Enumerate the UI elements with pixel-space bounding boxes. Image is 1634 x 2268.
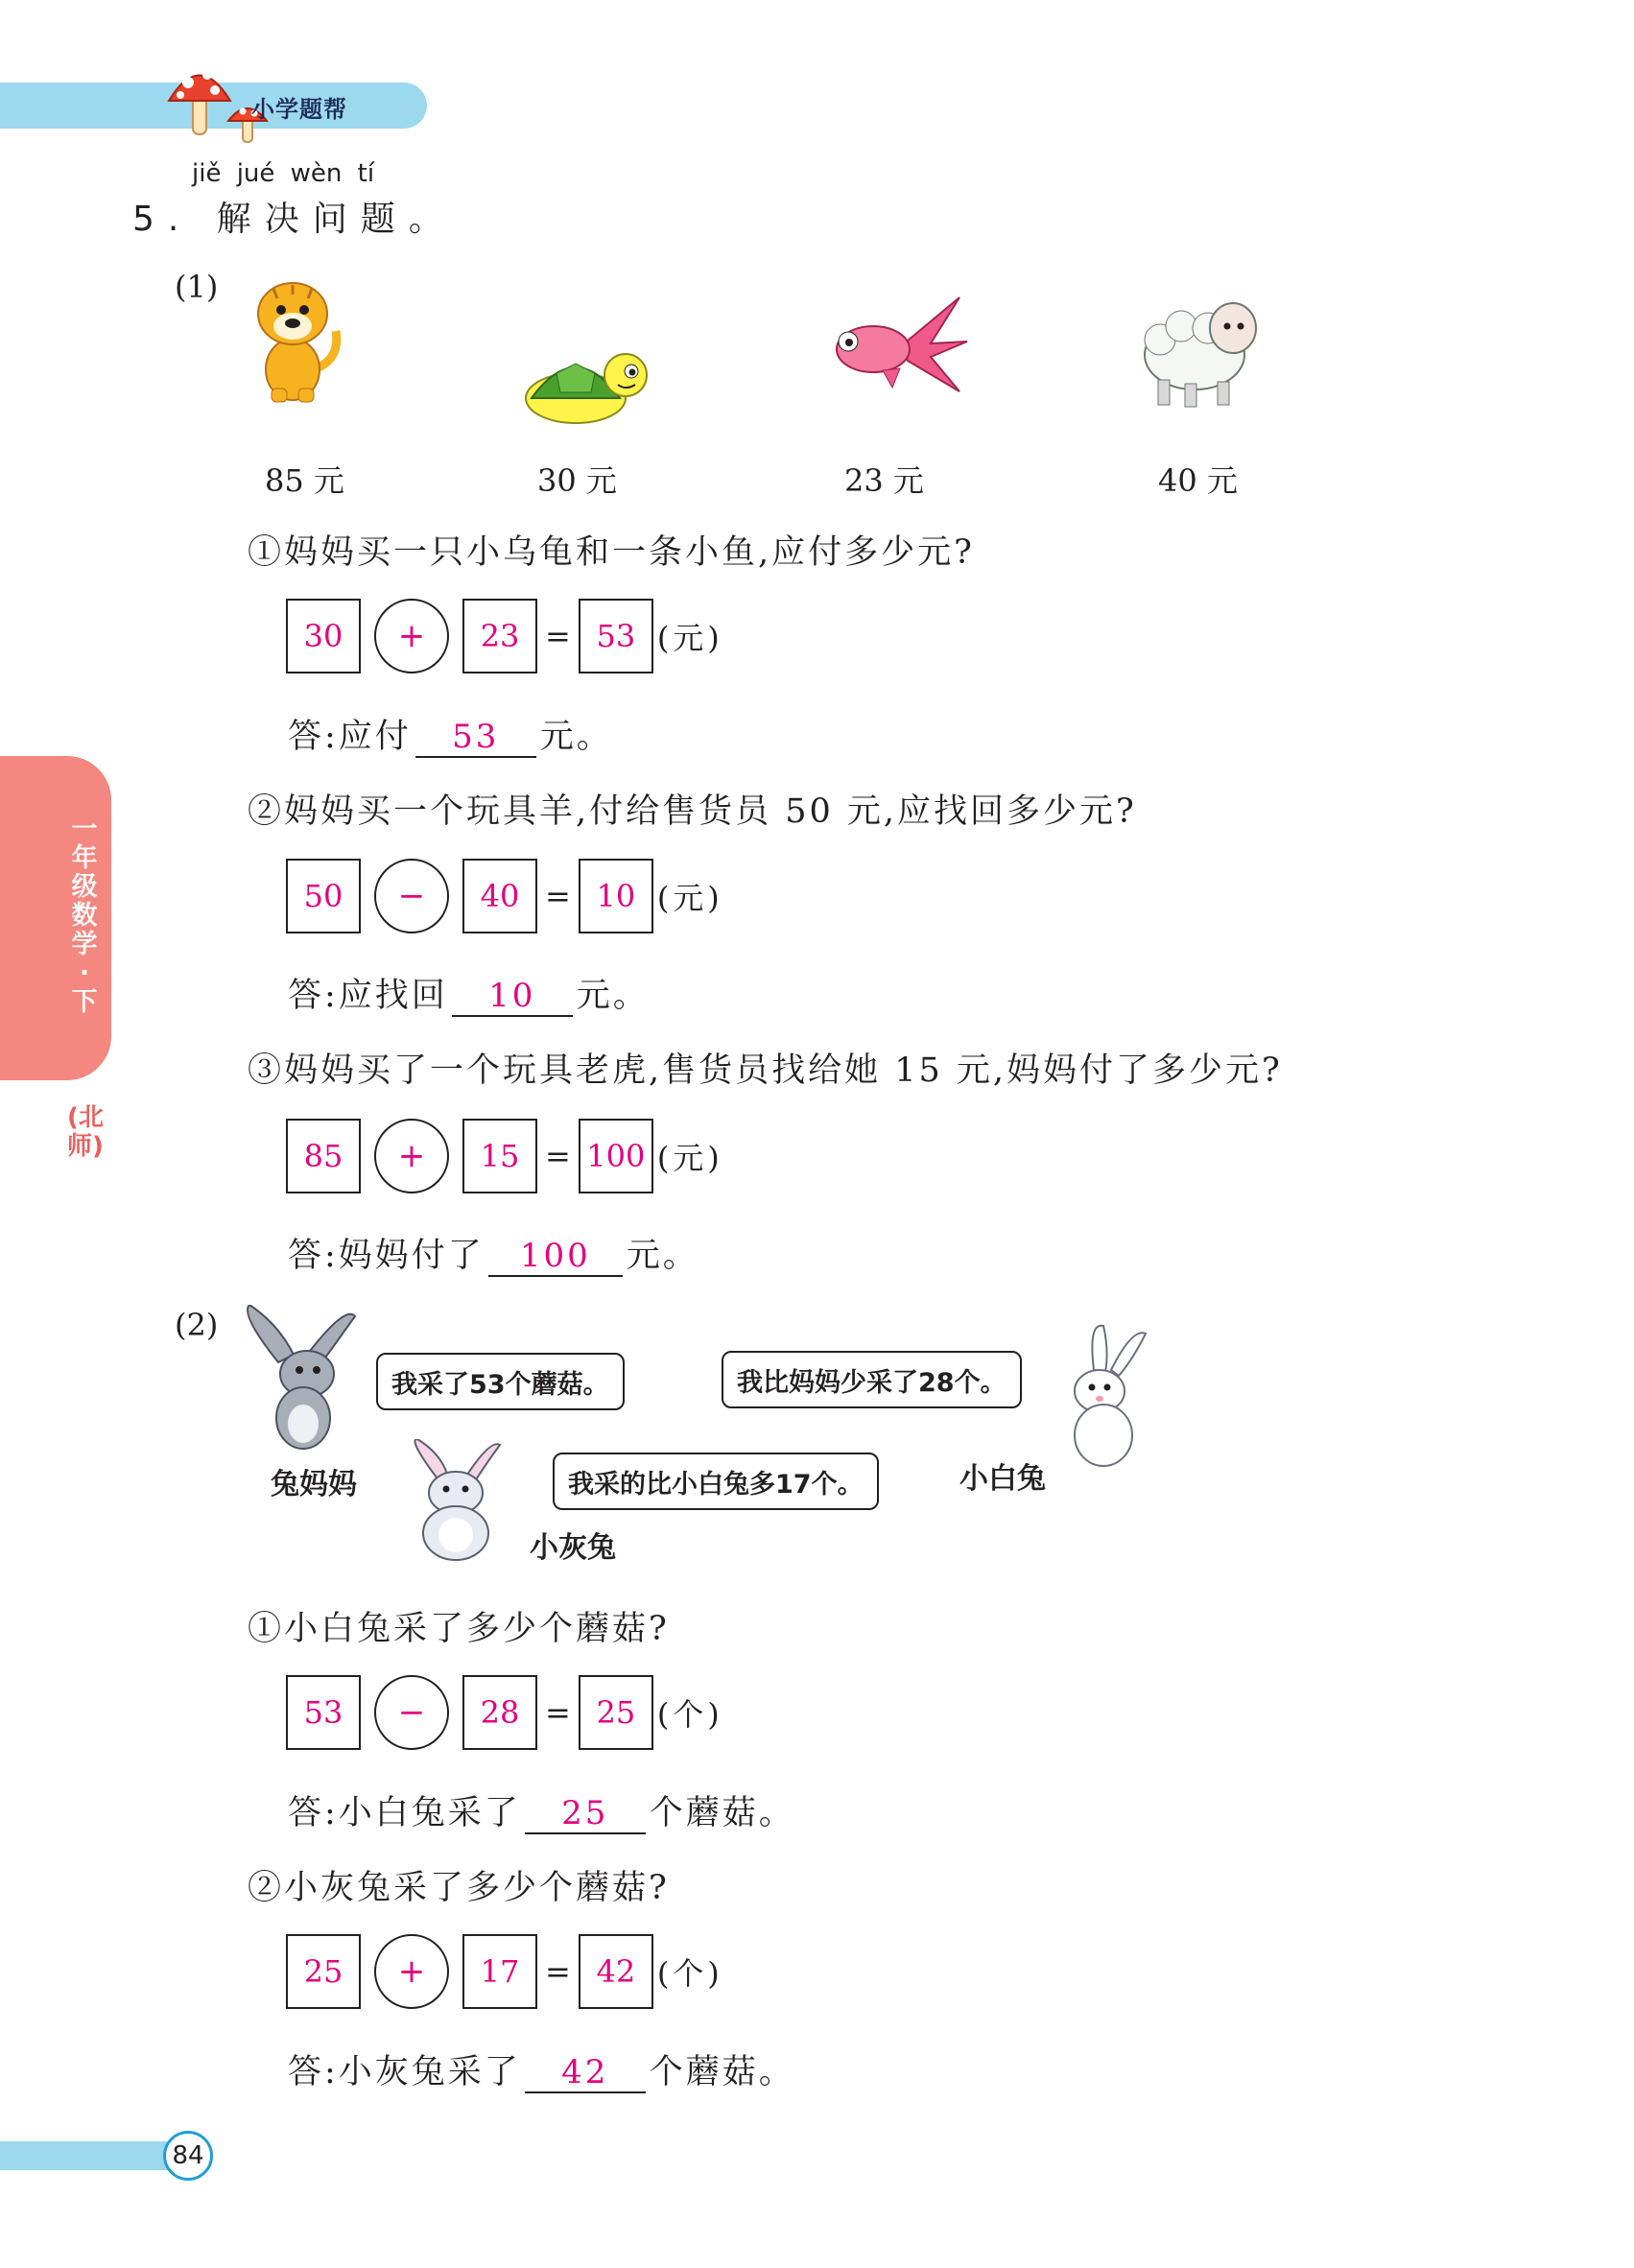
answer-prefix: 答:应找回	[288, 977, 448, 1015]
part1-label: (1)	[175, 269, 219, 305]
answer-suffix: 元。	[539, 718, 613, 756]
equals-sign: =	[545, 1694, 571, 1731]
operand-box[interactable]: 25	[286, 1934, 361, 2009]
operand-box[interactable]: 40	[462, 859, 537, 933]
side-tab-grade: 一年级数学·下	[71, 815, 98, 1017]
answer-suffix: 个蘑菇。	[649, 1794, 795, 1832]
name-white-rabbit: 小白兔	[959, 1462, 1046, 1496]
answer-blank[interactable]: 10	[452, 977, 573, 1017]
equals-sign: =	[545, 1138, 571, 1174]
white-rabbit-icon	[1046, 1322, 1161, 1476]
equation-1-3	[286, 1119, 723, 1193]
question-title: 5. 解决问题。	[132, 200, 457, 239]
operand-box[interactable]: 28	[462, 1675, 537, 1750]
answer-1-3	[288, 1229, 699, 1277]
side-tab-edition: (北师)	[67, 1103, 104, 1161]
question-2-2: ②小灰兔采了多少个蘑菇?	[248, 1869, 670, 1907]
price-turtle: 30 元	[537, 462, 617, 499]
equals-sign: =	[545, 878, 571, 914]
name-mother-rabbit: 兔妈妈	[271, 1468, 357, 1501]
equation-1-2	[286, 859, 723, 933]
grey-rabbit-icon	[398, 1439, 513, 1564]
unit-label: (元)	[656, 620, 723, 656]
answer-2-2	[288, 2045, 795, 2093]
operator-circle[interactable]: +	[374, 599, 449, 673]
unit-label: (元)	[656, 1140, 723, 1176]
unit-label: (个)	[656, 1955, 723, 1992]
answer-prefix: 答:小白兔采了	[288, 1794, 521, 1832]
speech-bubble-white-rabbit: 我比妈妈少采了28个。	[722, 1351, 1022, 1408]
operand-box[interactable]: 30	[286, 599, 361, 673]
answer-2-1	[288, 1786, 795, 1834]
answer-blank[interactable]: 100	[488, 1237, 623, 1277]
result-box[interactable]: 25	[579, 1675, 653, 1750]
mother-rabbit-icon	[240, 1305, 374, 1458]
answer-prefix: 答:妈妈付了	[288, 1237, 485, 1275]
tiger-icon	[245, 273, 350, 408]
equals-sign: =	[545, 618, 571, 654]
equation-1-1	[286, 599, 723, 673]
answer-prefix: 答:小灰兔采了	[288, 2053, 521, 2091]
equals-sign: =	[545, 1953, 571, 1990]
answer-prefix: 答:应付	[288, 718, 412, 756]
sheep-icon	[1137, 288, 1271, 413]
result-box[interactable]: 42	[579, 1934, 653, 2009]
turtle-icon	[518, 341, 652, 427]
equation-2-2	[286, 1934, 723, 2009]
header-title: 小学题帮	[251, 96, 347, 123]
result-box[interactable]: 53	[579, 599, 653, 673]
answer-1-2	[288, 969, 650, 1017]
goldfish-icon	[816, 288, 969, 403]
operand-box[interactable]: 15	[462, 1119, 537, 1193]
equation-2-1	[286, 1675, 723, 1750]
name-grey-rabbit: 小灰兔	[530, 1531, 616, 1565]
price-tiger: 85 元	[265, 462, 344, 499]
question-1-2: ②妈妈买一个玩具羊,付给售货员 50 元,应找回多少元?	[248, 792, 1137, 831]
question-1-3: ③妈妈买了一个玩具老虎,售货员找给她 15 元,妈妈付了多少元?	[248, 1051, 1283, 1090]
answer-blank[interactable]: 42	[525, 2053, 646, 2093]
operator-circle[interactable]: +	[374, 1119, 449, 1193]
unit-label: (元)	[656, 880, 723, 916]
result-box[interactable]: 10	[579, 859, 653, 933]
answer-blank[interactable]: 53	[415, 718, 536, 758]
speech-bubble-mother: 我采了53个蘑菇。	[376, 1353, 625, 1410]
operator-circle[interactable]: −	[374, 1675, 449, 1750]
price-sheep: 40 元	[1158, 462, 1238, 499]
answer-1-1	[288, 710, 613, 758]
operand-box[interactable]: 85	[286, 1119, 361, 1193]
operator-circle[interactable]: −	[374, 859, 449, 933]
result-box[interactable]: 100	[579, 1119, 653, 1193]
operand-box[interactable]: 23	[462, 599, 537, 673]
part2-label: (2)	[175, 1307, 219, 1343]
question-pinyin: jiě jué wèn tí	[192, 159, 375, 188]
question-1-1: ①妈妈买一只小乌龟和一条小鱼,应付多少元?	[248, 533, 975, 572]
answer-blank[interactable]: 25	[525, 1794, 646, 1834]
answer-suffix: 元。	[576, 977, 650, 1015]
price-fish: 23 元	[844, 462, 924, 499]
speech-bubble-grey-rabbit: 我采的比小白兔多17个。	[553, 1453, 879, 1510]
operator-circle[interactable]: +	[374, 1934, 449, 2009]
operand-box[interactable]: 53	[286, 1675, 361, 1750]
question-2-1: ①小白兔采了多少个蘑菇?	[248, 1610, 670, 1648]
operand-box[interactable]: 17	[462, 1934, 537, 2009]
page-number: 84	[163, 2131, 213, 2181]
operand-box[interactable]: 50	[286, 859, 361, 933]
answer-suffix: 个蘑菇。	[649, 2053, 795, 2091]
answer-suffix: 元。	[626, 1237, 699, 1275]
unit-label: (个)	[656, 1696, 723, 1733]
